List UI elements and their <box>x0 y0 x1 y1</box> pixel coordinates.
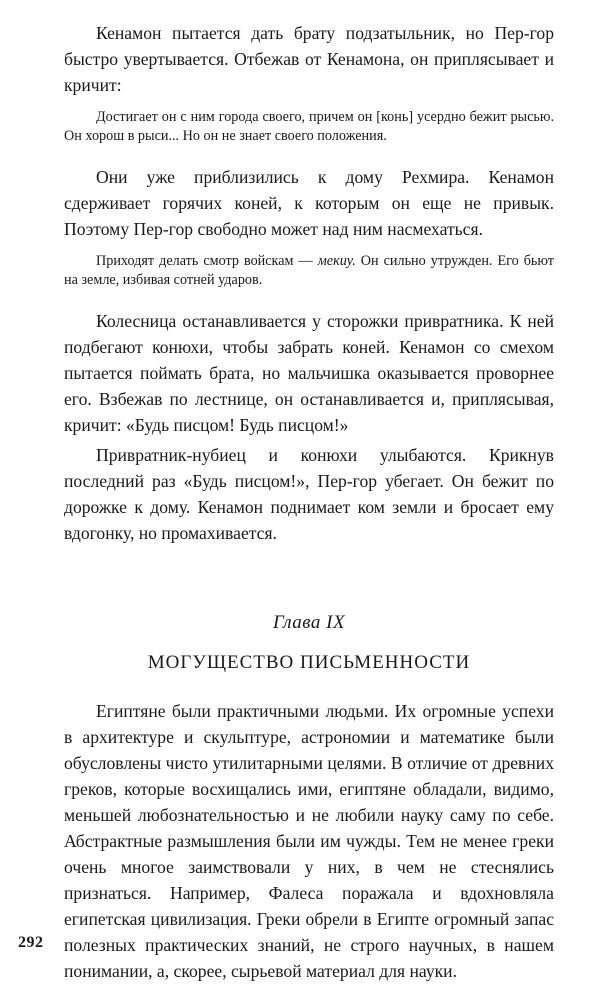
page-number: 292 <box>18 934 44 951</box>
verse-quote-2 <box>64 252 554 290</box>
verse-quote-1: Достигает он с ним города своего, причем он [конь] усердно бежит рысью. Он хорош в рыси... Но он не знает своего положения. <box>64 109 554 144</box>
verse-2-text-before: Приходят делать смотр войскам — <box>96 253 318 269</box>
paragraph-4: Привратник-нубиец и конюхи улыбаются. Крикнув последний раз «Будь писцом!», Пер-гор убегает. Он бежит по дорожке к дому. Кенамон поднимает ком земли и бросает ему вдогонку, но промахивается. <box>64 445 554 543</box>
paragraph-2: Они уже приблизились к дому Рехмира. Кенамон сдерживает горячих коней, к которым он еще не привык. Поэтому Пер-гор свободно может над ним насмехаться. <box>64 167 554 239</box>
page-content <box>64 20 554 984</box>
verse-2-text-after: Он сильно утружден. Его бьют на земле, избивая сотней ударов. <box>64 253 555 288</box>
paragraph-3: Колесница останавливается у сторожки привратника. К ней подбегают конюхи, чтобы забрать коней. Кенамон со смехом пытается поймать брата, но мальчишка оказывается проворнее его. Взбежав по лестнице, он останавливается и, приплясывая, кричит: «Будь писцом! Будь писцом!» <box>64 311 554 435</box>
chapter-label: Глава IX <box>272 612 346 633</box>
chapter-title: МОГУЩЕСТВО ПИСЬМЕННОСТИ <box>147 652 471 673</box>
paragraph-5: Египтяне были практичными людьми. Их огромные успехи в архитектуре и скульптуре, астрономии и математике были обусловлены чисто утилитарными целями. В отличие от древних греков, которые восхищались ими, египтяне обладали, видимо, меньшей любознательностью и не любили науку саму по себе. Абстрактные размышления были им чужды. Тем не менее греки очень многое заимствовали у них, в чем не стеснялись признаться. Например, Фалеса поражала и вдохновляла египетская цивилизация. Греки обрели в Египте огромный запас полезных практических знаний, не строго научных, в нашем понимании, а, скорее, сырьевой материал для науки. <box>64 701 554 981</box>
paragraph-1: Кенамон пытается дать брату подзатыльник, но Пер-гор быстро увертывается. Отбежав от Кенамона, он приплясывает и кричит: <box>64 23 554 95</box>
verse-2-italic-word: мекиу. <box>317 253 356 269</box>
